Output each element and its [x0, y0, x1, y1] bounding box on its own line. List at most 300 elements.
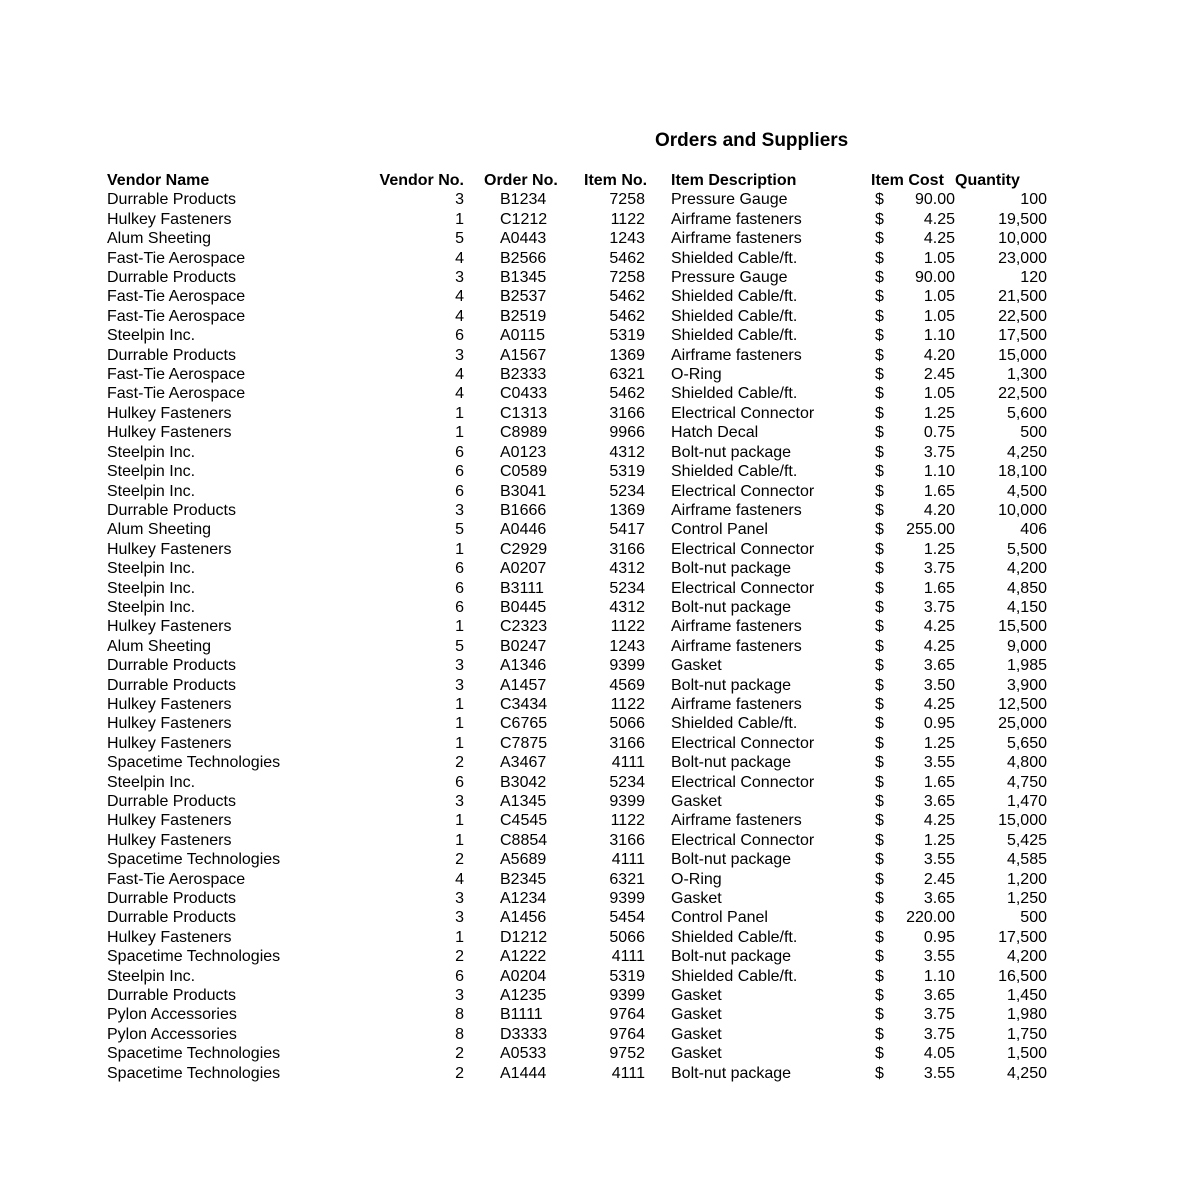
cell-vendor-no: 8: [455, 1006, 464, 1024]
cell-order-no: C4545: [500, 812, 548, 830]
currency-symbol: $: [875, 191, 884, 209]
cell-item-description: Shielded Cable/ft.: [671, 385, 798, 403]
cell-order-no: C8854: [500, 831, 548, 849]
table-row: [107, 928, 1050, 947]
cell-quantity: 25,000: [998, 715, 1047, 733]
currency-symbol: $: [875, 346, 884, 364]
header-item-cost: Item Cost: [871, 172, 944, 189]
currency-symbol: $: [875, 734, 884, 752]
cell-vendor-no: 1: [455, 831, 464, 849]
cell-item-no: 4111: [611, 754, 645, 772]
cell-item-cost: [871, 773, 955, 792]
currency-symbol: $: [875, 1064, 884, 1082]
cell-item-cost: [871, 714, 955, 733]
cost-amount: 3.75: [923, 560, 955, 578]
cell-vendor-name: Durrable Products: [107, 269, 236, 287]
cell-vendor-no: 4: [455, 366, 464, 384]
cell-vendor-name: Fast-Tie Aerospace: [107, 288, 246, 306]
cell-item-description: Bolt-nut package: [671, 754, 792, 772]
currency-symbol: $: [875, 793, 884, 810]
cell-order-no: C0589: [500, 463, 548, 481]
cell-vendor-no: 1: [455, 424, 464, 442]
cell-item-description: Airframe fasteners: [671, 695, 802, 713]
cell-item-no: 1369: [609, 346, 645, 364]
cell-item-cost: [871, 967, 955, 986]
cell-vendor-name: Fast-Tie Aerospace: [107, 870, 246, 888]
cell-vendor-no: 1: [455, 695, 464, 713]
table-body: [107, 190, 1050, 1083]
cell-item-description: Shielded Cable/ft.: [671, 327, 798, 345]
header-vendor-no: Vendor No.: [379, 172, 464, 189]
cell-quantity: 120: [1020, 269, 1047, 287]
cell-quantity: 500: [1020, 909, 1047, 927]
cell-vendor-no: 5: [455, 230, 464, 248]
cell-order-no: C8989: [500, 424, 548, 442]
cell-vendor-name: Steelpin Inc.: [107, 327, 196, 345]
cell-vendor-no: 5: [455, 637, 464, 655]
cell-vendor-name: Hulkey Fasteners: [107, 831, 232, 849]
cell-item-description: O-Ring: [671, 870, 722, 888]
cost-amount: 4.20: [923, 501, 955, 519]
cost-amount: 4.25: [923, 695, 955, 713]
currency-symbol: $: [875, 831, 884, 849]
cost-amount: 1.10: [923, 967, 955, 985]
cell-item-no: 1122: [610, 695, 645, 713]
cell-quantity: 4,200: [1006, 560, 1047, 578]
cost-amount: 1.10: [923, 463, 955, 481]
currency-symbol: $: [875, 1025, 884, 1043]
cell-item-no: 5066: [609, 715, 645, 733]
currency-symbol: $: [875, 812, 884, 830]
cell-quantity: 5,600: [1006, 404, 1047, 422]
cell-vendor-name: Spacetime Technologies: [107, 754, 281, 772]
cell-item-description: Electrical Connector: [671, 831, 815, 849]
cell-order-no: A0443: [500, 230, 547, 248]
currency-symbol: $: [875, 657, 884, 675]
cost-amount: 3.65: [923, 657, 955, 675]
cost-amount: 3.55: [923, 948, 955, 966]
cell-order-no: B1345: [500, 269, 547, 287]
currency-symbol: $: [875, 754, 884, 772]
cost-amount: 220.00: [906, 909, 955, 927]
cost-amount: 3.75: [923, 443, 955, 461]
cell-item-no: 9399: [609, 657, 645, 675]
cell-vendor-no: 1: [455, 618, 464, 636]
cell-vendor-name: Steelpin Inc.: [107, 560, 196, 578]
cell-vendor-no: 2: [455, 851, 464, 869]
cell-item-no: 5462: [609, 307, 645, 325]
table-row: [107, 714, 1050, 733]
table-row: [107, 190, 1050, 209]
cost-amount: 1.25: [923, 734, 955, 752]
cell-item-description: Pressure Gauge: [671, 191, 788, 209]
cell-item-no: 4312: [609, 560, 645, 578]
cell-item-cost: [871, 753, 955, 772]
currency-symbol: $: [875, 230, 884, 248]
cost-amount: 0.75: [923, 424, 955, 442]
table-row: [107, 617, 1050, 636]
cell-item-cost: [871, 734, 955, 753]
header-row: [107, 171, 1050, 190]
currency-symbol: $: [875, 967, 884, 985]
cell-item-description: Bolt-nut package: [671, 560, 792, 578]
table-row: [107, 1025, 1050, 1044]
cell-vendor-name: Hulkey Fasteners: [107, 540, 232, 558]
cell-item-no: 6321: [609, 870, 645, 888]
currency-symbol: $: [875, 482, 884, 500]
cell-order-no: C0433: [500, 385, 548, 403]
cell-order-no: A1457: [500, 676, 547, 694]
cell-vendor-no: 4: [455, 288, 464, 306]
currency-symbol: $: [875, 1045, 884, 1063]
cell-item-description: Control Panel: [671, 909, 768, 927]
currency-symbol: $: [875, 773, 884, 791]
cell-item-no: 1243: [609, 637, 645, 655]
cell-item-description: Gasket: [671, 657, 722, 675]
cell-order-no: A1567: [500, 346, 547, 364]
currency-symbol: $: [875, 909, 884, 927]
cell-item-no: 1122: [610, 618, 645, 636]
cell-item-cost: [871, 229, 955, 248]
cell-order-no: B2537: [500, 288, 547, 306]
cell-order-no: C2323: [500, 618, 548, 636]
cell-item-cost: [871, 1005, 955, 1024]
table-row: [107, 637, 1050, 656]
cell-vendor-name: Spacetime Technologies: [107, 1064, 281, 1082]
cell-vendor-name: Hulkey Fasteners: [107, 928, 232, 946]
cell-vendor-no: 6: [455, 443, 464, 461]
cell-order-no: B2519: [500, 307, 547, 325]
cell-item-cost: [871, 268, 955, 287]
cell-order-no: A1444: [500, 1064, 547, 1082]
cell-item-no: 4312: [609, 443, 645, 461]
cell-quantity: 9,000: [1006, 637, 1047, 655]
table-row: [107, 889, 1050, 908]
cell-item-cost: [871, 676, 955, 695]
cell-quantity: 4,585: [1006, 851, 1047, 869]
cell-quantity: 1,470: [1006, 793, 1047, 810]
cell-item-no: 4111: [611, 1064, 645, 1082]
cell-item-cost: [871, 423, 955, 442]
cell-order-no: A3467: [500, 754, 547, 772]
cell-vendor-name: Steelpin Inc.: [107, 579, 196, 597]
cell-vendor-name: Spacetime Technologies: [107, 1045, 281, 1063]
cell-order-no: B3042: [500, 773, 547, 791]
table-row: [107, 559, 1050, 578]
cell-vendor-name: Hulkey Fasteners: [107, 695, 232, 713]
table-row: [107, 753, 1050, 772]
cell-item-cost: [871, 656, 955, 675]
cell-item-description: Bolt-nut package: [671, 1064, 792, 1082]
cell-vendor-no: 6: [455, 560, 464, 578]
cell-order-no: A1345: [500, 793, 547, 810]
cell-item-description: Gasket: [671, 793, 722, 810]
cost-amount: 1.05: [923, 249, 955, 267]
cell-item-cost: [871, 190, 955, 209]
cell-item-no: 5462: [609, 288, 645, 306]
cost-amount: 4.25: [923, 812, 955, 830]
cost-amount: 1.25: [923, 540, 955, 558]
cell-item-cost: [871, 482, 955, 501]
cell-item-no: 7258: [609, 269, 645, 287]
cell-item-no: 3166: [609, 734, 645, 752]
cell-vendor-name: Durrable Products: [107, 793, 236, 810]
cell-vendor-name: Hulkey Fasteners: [107, 210, 232, 228]
cost-amount: 3.75: [923, 1025, 955, 1043]
cell-item-cost: [871, 1025, 955, 1044]
cell-vendor-name: Fast-Tie Aerospace: [107, 366, 246, 384]
cell-item-cost: [871, 695, 955, 714]
cell-quantity: 4,850: [1006, 579, 1047, 597]
currency-symbol: $: [875, 676, 884, 694]
cell-vendor-name: Hulkey Fasteners: [107, 424, 232, 442]
cell-vendor-no: 2: [455, 754, 464, 772]
cell-item-cost: [871, 579, 955, 598]
cell-vendor-name: Spacetime Technologies: [107, 851, 281, 869]
table-row: [107, 598, 1050, 617]
cell-item-cost: [871, 1064, 955, 1083]
header-quantity: Quantity: [955, 172, 1020, 189]
cell-order-no: B1234: [500, 191, 547, 209]
cell-quantity: 4,500: [1006, 482, 1047, 500]
cell-item-description: Shielded Cable/ft.: [671, 967, 798, 985]
currency-symbol: $: [875, 521, 884, 539]
cell-item-description: Bolt-nut package: [671, 598, 792, 616]
cell-item-cost: [871, 617, 955, 636]
table-row: [107, 268, 1050, 287]
cell-quantity: 4,200: [1006, 948, 1047, 966]
table-row: [107, 850, 1050, 869]
cell-vendor-name: Steelpin Inc.: [107, 443, 196, 461]
cell-quantity: 12,500: [998, 695, 1047, 713]
table-row: [107, 1005, 1050, 1024]
cell-item-cost: [871, 1044, 955, 1063]
cost-amount: 3.75: [923, 598, 955, 616]
cell-item-cost: [871, 870, 955, 889]
cell-item-no: 1369: [609, 501, 645, 519]
currency-symbol: $: [875, 560, 884, 578]
currency-symbol: $: [875, 385, 884, 403]
cell-order-no: B2566: [500, 249, 547, 267]
cell-item-cost: [871, 404, 955, 423]
cell-quantity: 1,980: [1006, 1006, 1047, 1024]
table-row: [107, 831, 1050, 850]
cell-item-description: Shielded Cable/ft.: [671, 249, 798, 267]
cell-item-no: 3166: [609, 831, 645, 849]
currency-symbol: $: [875, 249, 884, 267]
cell-item-no: 1243: [609, 230, 645, 248]
cell-item-description: Electrical Connector: [671, 540, 815, 558]
cost-amount: 4.25: [923, 210, 955, 228]
cell-quantity: 22,500: [998, 385, 1047, 403]
cell-item-cost: [871, 850, 955, 869]
cell-item-description: Electrical Connector: [671, 579, 815, 597]
cell-order-no: A1235: [500, 987, 547, 1005]
cell-vendor-name: Durrable Products: [107, 501, 236, 519]
cell-quantity: 4,250: [1006, 1064, 1047, 1082]
cost-amount: 4.05: [923, 1045, 955, 1063]
cost-amount: 1.05: [923, 307, 955, 325]
cell-item-description: Gasket: [671, 1025, 722, 1043]
cell-quantity: 406: [1020, 521, 1047, 539]
cost-amount: 3.55: [923, 851, 955, 869]
cell-vendor-no: 3: [455, 793, 464, 810]
cell-item-no: 1122: [610, 812, 645, 830]
currency-symbol: $: [875, 463, 884, 481]
cell-item-description: Bolt-nut package: [671, 948, 792, 966]
cost-amount: 1.10: [923, 327, 955, 345]
cell-vendor-name: Spacetime Technologies: [107, 948, 281, 966]
cost-amount: 90.00: [914, 191, 955, 209]
cost-amount: 1.05: [923, 385, 955, 403]
cell-order-no: B2345: [500, 870, 547, 888]
cell-quantity: 15,500: [998, 618, 1047, 636]
table-row: [107, 695, 1050, 714]
cell-quantity: 18,100: [998, 463, 1047, 481]
currency-symbol: $: [875, 269, 884, 287]
cell-item-cost: [871, 326, 955, 345]
cell-item-no: 5234: [609, 579, 645, 597]
cell-quantity: 17,500: [998, 327, 1047, 345]
cell-quantity: 4,150: [1006, 598, 1047, 616]
table-row: [107, 482, 1050, 501]
table-row: [107, 676, 1050, 695]
cost-amount: 3.65: [923, 890, 955, 908]
cell-vendor-name: Hulkey Fasteners: [107, 618, 232, 636]
cell-item-cost: [871, 520, 955, 539]
cell-vendor-name: Durrable Products: [107, 909, 236, 927]
cell-vendor-no: 2: [455, 1045, 464, 1063]
cell-item-cost: [871, 792, 955, 811]
cell-quantity: 23,000: [998, 249, 1047, 267]
cell-quantity: 10,000: [998, 501, 1047, 519]
cell-order-no: C1313: [500, 404, 548, 422]
currency-symbol: $: [875, 948, 884, 966]
cell-item-description: Gasket: [671, 1045, 722, 1063]
cell-order-no: B0445: [500, 598, 547, 616]
cell-item-cost: [871, 365, 955, 384]
cell-vendor-no: 3: [455, 987, 464, 1005]
cell-vendor-name: Durrable Products: [107, 987, 236, 1005]
cell-item-cost: [871, 559, 955, 578]
cell-vendor-no: 1: [455, 210, 464, 228]
cell-item-description: Airframe fasteners: [671, 230, 802, 248]
cell-item-cost: [871, 928, 955, 947]
header-item-description: Item Description: [671, 172, 797, 189]
table-row: [107, 423, 1050, 442]
table-row: [107, 384, 1050, 403]
cell-quantity: 4,250: [1006, 443, 1047, 461]
cell-item-no: 5066: [609, 928, 645, 946]
table-row: [107, 792, 1050, 811]
cell-order-no: A0123: [500, 443, 547, 461]
cell-item-description: Shielded Cable/ft.: [671, 288, 798, 306]
cell-vendor-name: Durrable Products: [107, 657, 236, 675]
cell-order-no: A1234: [500, 890, 547, 908]
cost-amount: 1.65: [923, 773, 955, 791]
table-row: [107, 443, 1050, 462]
cell-item-description: Electrical Connector: [671, 734, 815, 752]
cell-item-no: 4111: [611, 851, 645, 869]
cell-order-no: B1111: [500, 1006, 543, 1024]
currency-symbol: $: [875, 501, 884, 519]
cell-quantity: 1,450: [1006, 987, 1047, 1005]
cell-quantity: 3,900: [1006, 676, 1047, 694]
currency-symbol: $: [875, 637, 884, 655]
cell-vendor-name: Durrable Products: [107, 676, 236, 694]
cell-order-no: B0247: [500, 637, 547, 655]
cell-vendor-name: Alum Sheeting: [107, 521, 212, 539]
currency-symbol: $: [875, 618, 884, 636]
cell-vendor-name: Steelpin Inc.: [107, 463, 196, 481]
table-row: [107, 229, 1050, 248]
cell-vendor-name: Pylon Accessories: [107, 1025, 237, 1043]
cell-item-cost: [871, 598, 955, 617]
cell-vendor-no: 4: [455, 870, 464, 888]
cell-order-no: B3111: [500, 579, 544, 597]
cell-vendor-no: 2: [455, 948, 464, 966]
table-row: [107, 734, 1050, 753]
currency-symbol: $: [875, 424, 884, 442]
cell-vendor-name: Durrable Products: [107, 191, 236, 209]
cell-vendor-no: 3: [455, 191, 464, 209]
table-row: [107, 811, 1050, 830]
cell-item-description: O-Ring: [671, 366, 722, 384]
cell-order-no: A0533: [500, 1045, 547, 1063]
cell-vendor-no: 1: [455, 715, 464, 733]
cost-amount: 3.55: [923, 1064, 955, 1082]
cell-item-description: Electrical Connector: [671, 482, 815, 500]
cost-amount: 4.20: [923, 346, 955, 364]
cost-amount: 0.95: [923, 715, 955, 733]
cell-item-description: Bolt-nut package: [671, 851, 792, 869]
cost-amount: 2.45: [923, 870, 955, 888]
cost-amount: 3.65: [923, 793, 955, 810]
cell-item-cost: [871, 249, 955, 268]
cell-item-no: 4569: [609, 676, 645, 694]
cell-item-no: 4312: [609, 598, 645, 616]
cell-vendor-name: Hulkey Fasteners: [107, 715, 232, 733]
currency-symbol: $: [875, 404, 884, 422]
table-row: [107, 326, 1050, 345]
cell-item-description: Airframe fasteners: [671, 618, 802, 636]
cell-vendor-no: 6: [455, 579, 464, 597]
currency-symbol: $: [875, 366, 884, 384]
cell-item-description: Electrical Connector: [671, 773, 815, 791]
table-row: [107, 501, 1050, 520]
cost-amount: 1.25: [923, 404, 955, 422]
cell-item-cost: [871, 210, 955, 229]
cell-vendor-no: 4: [455, 385, 464, 403]
cell-order-no: D3333: [500, 1025, 548, 1043]
cell-item-description: Gasket: [671, 1006, 722, 1024]
cell-item-no: 3166: [609, 540, 645, 558]
cell-vendor-name: Alum Sheeting: [107, 230, 212, 248]
cost-amount: 4.25: [923, 637, 955, 655]
cell-quantity: 1,200: [1006, 870, 1047, 888]
cell-order-no: C1212: [500, 210, 548, 228]
cell-item-cost: [871, 307, 955, 326]
cost-amount: 3.75: [923, 1006, 955, 1024]
cell-vendor-name: Steelpin Inc.: [107, 773, 196, 791]
cell-vendor-name: Hulkey Fasteners: [107, 812, 232, 830]
cell-item-description: Airframe fasteners: [671, 346, 802, 364]
cell-item-description: Gasket: [671, 987, 722, 1005]
cell-item-cost: [871, 346, 955, 365]
cell-vendor-name: Fast-Tie Aerospace: [107, 385, 246, 403]
cell-item-description: Shielded Cable/ft.: [671, 307, 798, 325]
table-row: [107, 287, 1050, 306]
